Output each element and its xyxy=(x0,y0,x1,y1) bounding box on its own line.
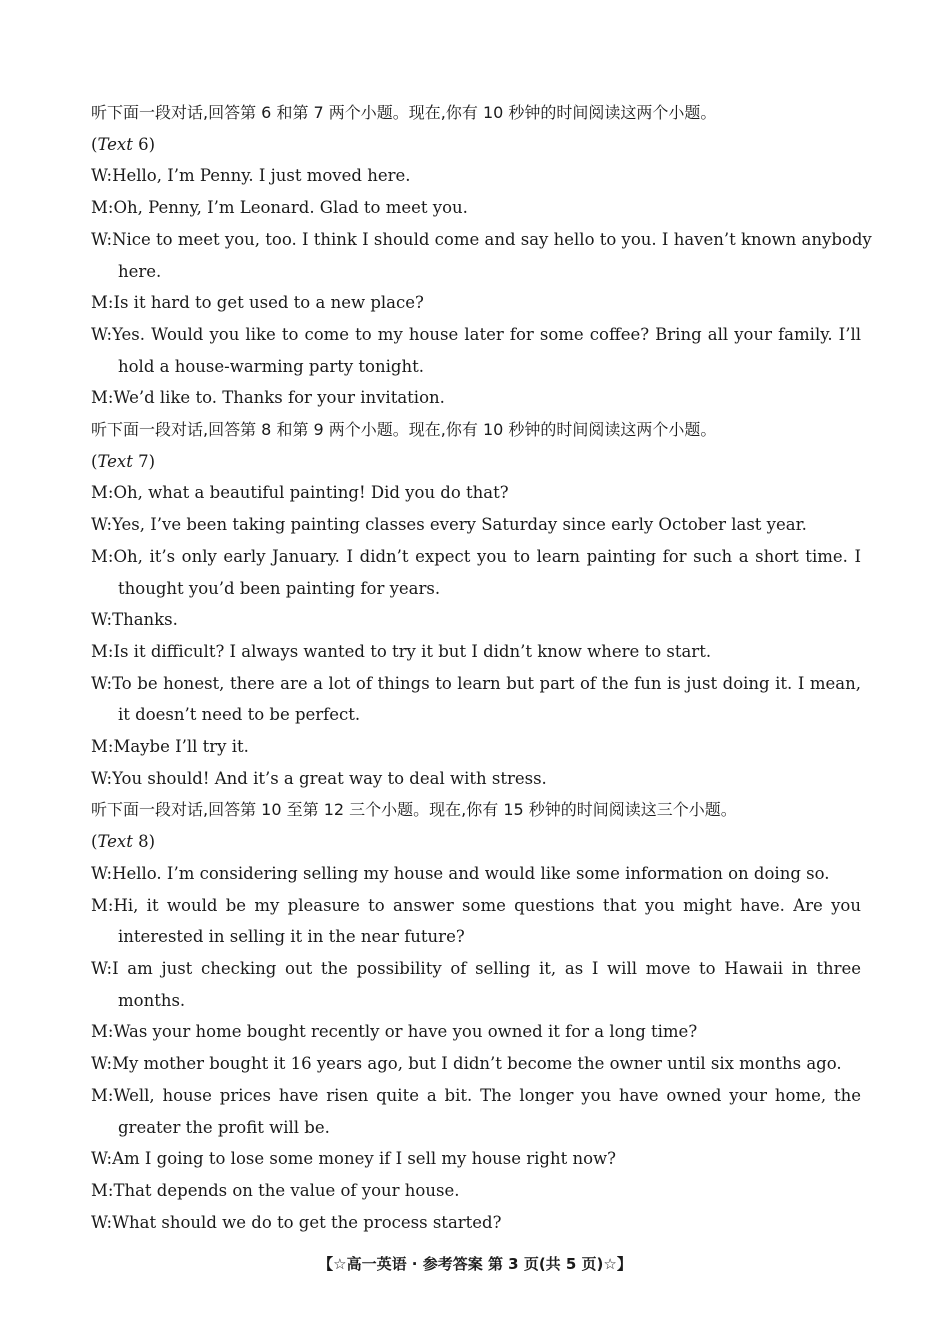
text-label-word: Text xyxy=(97,451,133,471)
dialogue-line: W:What should we do to get the process started? xyxy=(91,1212,502,1232)
dialogue-line-continuation: thought you’d been painting for years. xyxy=(118,578,441,598)
dialogue-line: W:I am just checking out the possibility of selling it, as I will move to Hawaii in three xyxy=(91,958,861,978)
text-label-open: ( xyxy=(91,451,98,471)
dialogue-line: M:Oh, what a beautiful painting! Did you do that? xyxy=(91,483,509,503)
dialogue-line: W:Hello, I’m Penny. I just moved here. xyxy=(91,166,411,186)
dialogue-line: W:Yes, I’ve been taking painting classes every Saturday since early October last year. xyxy=(91,515,807,535)
text-label-number: 6) xyxy=(132,134,156,154)
text-label-number: 8) xyxy=(132,832,156,852)
dialogue-line: W:You should! And it’s a great way to deal with stress. xyxy=(91,768,547,788)
dialogue-line: W:Thanks. xyxy=(91,610,178,630)
text-label-open: ( xyxy=(91,134,98,154)
dialogue-line: M:We’d like to. Thanks for your invitation. xyxy=(91,388,445,408)
dialogue-line: M:Was your home bought recently or have you owned it for a long time? xyxy=(91,1022,698,1042)
dialogue-line: M:Maybe I’ll try it. xyxy=(91,737,249,757)
dialogue-line: M:Is it hard to get used to a new place? xyxy=(91,293,424,313)
dialogue-line: W:My mother bought it 16 years ago, but I didn’t become the owner until six months ago. xyxy=(91,1054,842,1074)
dialogue-line: W:To be honest, there are a lot of things to learn but part of the fun is just doing it. I mean, xyxy=(91,673,861,693)
text-label-open: ( xyxy=(91,832,98,852)
dialogue-line-continuation: here. xyxy=(118,261,162,281)
text-label-number: 7) xyxy=(132,451,156,471)
dialogue-line: M:Well, house prices have risen quite a bit. The longer you have owned your home, the xyxy=(91,1085,861,1105)
transcript-body xyxy=(91,97,872,1238)
dialogue-line: W:Nice to meet you, too. I think I should come and say hello to you. I haven’t known anybody xyxy=(91,229,872,249)
section-instruction: 听下面一段对话,回答第 10 至第 12 三个小题。现在,你有 15 秒钟的时间阅读这三个小题。 xyxy=(91,800,737,820)
dialogue-line: W:Am I going to lose some money if I sell my house right now? xyxy=(91,1149,617,1169)
section-instruction: 听下面一段对话,回答第 8 和第 9 两个小题。现在,你有 10 秒钟的时间阅读这两个小题。 xyxy=(91,420,717,440)
dialogue-line: M:Is it difficult? I always wanted to try it but I didn’t know where to start. xyxy=(91,641,712,661)
page-footer: 【☆高一英语 · 参考答案 第 3 页(共 5 页)☆】 xyxy=(318,1255,632,1273)
dialogue-line: W:Hello. I’m considering selling my house and would like some information on doing so. xyxy=(91,863,830,883)
text-label xyxy=(91,826,861,858)
dialogue-line-continuation: interested in selling it in the near future? xyxy=(118,927,465,947)
text-label-word: Text xyxy=(97,134,133,154)
dialogue-line: M:Oh, Penny, I’m Leonard. Glad to meet you. xyxy=(91,198,468,218)
dialogue-line: W:Yes. Would you like to come to my house later for some coffee? Bring all your family. I’ll xyxy=(91,324,861,344)
text-label-word: Text xyxy=(97,832,133,852)
dialogue-line-continuation: it doesn’t need to be perfect. xyxy=(118,705,361,725)
dialogue-line: M:Oh, it’s only early January. I didn’t expect you to learn painting for such a short time. I xyxy=(91,546,861,566)
dialogue-line-continuation: hold a house-warming party tonight. xyxy=(118,356,424,376)
section-instruction: 听下面一段对话,回答第 6 和第 7 两个小题。现在,你有 10 秒钟的时间阅读这两个小题。 xyxy=(91,103,717,122)
dialogue-line-continuation: greater the profit will be. xyxy=(118,1117,330,1137)
dialogue-line-continuation: months. xyxy=(118,990,186,1010)
text-label xyxy=(91,446,861,478)
text-label xyxy=(91,129,861,161)
dialogue-line: M:Hi, it would be my pleasure to answer some questions that you might have. Are you xyxy=(91,895,861,915)
dialogue-line: M:That depends on the value of your house. xyxy=(91,1180,460,1200)
